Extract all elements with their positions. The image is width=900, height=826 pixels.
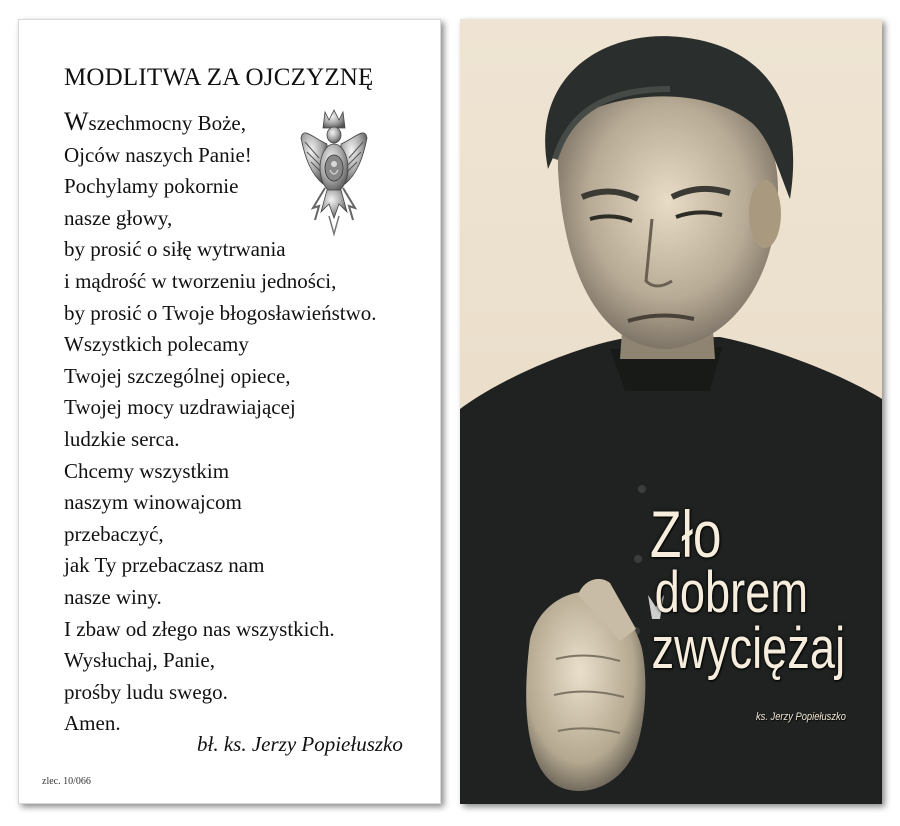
photo-author: ks. Jerzy Popiełuszko: [756, 711, 846, 723]
slogan-line-3: zwyciężaj: [651, 616, 846, 681]
prayer-line: przebaczyć,: [64, 521, 164, 546]
print-code: zlec. 10/066: [42, 776, 91, 787]
prayer-line: Wszystkich polecamy: [64, 332, 249, 357]
prayer-line: i mądrość w tworzeniu jedności,: [64, 268, 337, 293]
prayer-line: Wysłuchaj, Panie,: [64, 648, 215, 673]
priest-portrait-photo: [460, 19, 882, 804]
prayer-line: naszym winowajcom: [64, 490, 242, 515]
portrait-card: [460, 19, 882, 804]
slogan-line-1: Zło: [650, 497, 722, 571]
slogan-line-2: dobrem: [654, 560, 809, 625]
prayer-line: Chcemy wszystkim: [64, 458, 230, 483]
prayer-line: prośby ludu swego.: [64, 679, 228, 704]
prayer-line: ludzkie serca.: [64, 426, 180, 451]
prayer-line: jak Ty przebaczasz nam: [64, 553, 265, 578]
prayer-line: nasze głowy,: [64, 205, 173, 230]
slogan-headline: [650, 497, 846, 681]
prayer-line: Twojej szczególnej opiece,: [64, 363, 291, 388]
prayer-line: by prosić o siłę wytrwania: [64, 237, 286, 262]
crowned-eagle-emblem-icon: [299, 108, 369, 244]
prayer-line: by prosić o Twoje błogosławieństwo.: [64, 300, 377, 325]
prayer-title: MODLITWA ZA OJCZYZNĘ: [64, 64, 374, 91]
prayer-line: nasze winy.: [64, 584, 162, 609]
prayer-card: [18, 19, 441, 804]
signature: bł. ks. Jerzy Popiełuszko: [197, 732, 403, 756]
prayer-line: Amen.: [64, 711, 121, 736]
prayer-line: Pochylamy pokornie: [64, 174, 239, 199]
prayer-line: Ojców naszych Panie!: [64, 142, 252, 167]
prayer-line: Twojej mocy uzdrawiającej: [64, 395, 296, 420]
prayer-line: I zbaw od złego nas wszystkich.: [64, 616, 335, 641]
prayer-line: Wszechmocny Boże,: [64, 107, 246, 136]
